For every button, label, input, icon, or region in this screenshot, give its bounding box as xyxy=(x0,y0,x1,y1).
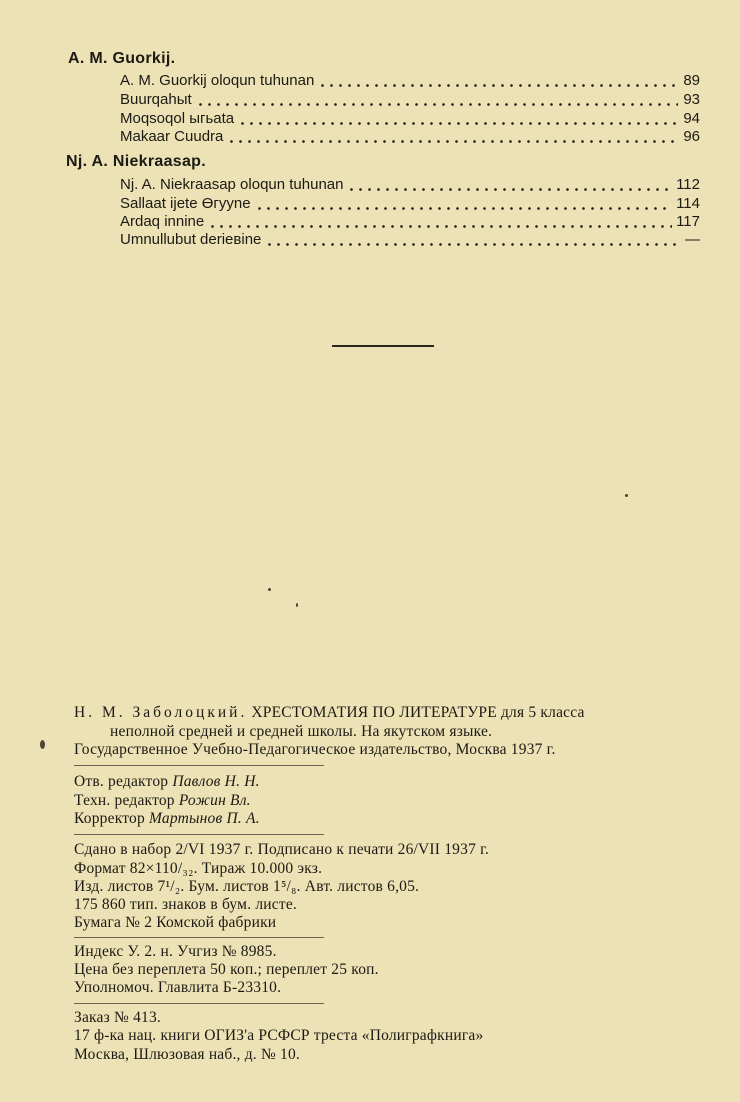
toc-entry-title: Makaar Cuudra xyxy=(120,128,224,145)
print-data-line: Формат 82×110/₃₂. Тираж 10.000 экз. xyxy=(74,860,323,877)
paper-speck xyxy=(268,588,271,591)
toc-dot-leader xyxy=(318,71,678,90)
index-data-line: Цена без переплета 50 коп.; переплет 25 коп. xyxy=(74,961,379,978)
imprint-separator xyxy=(74,937,324,938)
toc-entry-title: Umnullubut derieвine xyxy=(120,231,262,248)
index-data-line: Индекс У. 2. н. Учгиз № 8985. xyxy=(74,943,277,960)
imprint-separator xyxy=(74,765,324,766)
toc-entry-page: 93 xyxy=(683,91,700,108)
editor-name: Мартынов П. А. xyxy=(148,810,260,827)
editor-role: Корректор xyxy=(74,810,145,827)
toc-dot-leader xyxy=(265,230,678,249)
paper-speck xyxy=(625,494,628,497)
editor-role: Отв. редактор xyxy=(74,773,169,790)
toc-section-author: A. M. Guorkij. xyxy=(68,50,176,67)
toc-section-author: Nj. A. Niekraasap. xyxy=(66,153,206,170)
imprint-separator xyxy=(74,1003,324,1004)
toc-entry xyxy=(120,194,700,213)
editor-line xyxy=(74,791,251,810)
toc-entry-page: — xyxy=(685,231,700,248)
imprint-book-title: ХРЕСТОМАТИЯ ПО ЛИТЕРАТУРЕ для 5 класса xyxy=(251,704,585,721)
imprint-author: Н. М. Заболоцкий. xyxy=(74,704,248,721)
toc-entry-page: 112 xyxy=(676,176,700,193)
toc-dot-leader xyxy=(196,90,678,109)
imprint-title-line xyxy=(74,703,585,722)
editor-role: Техн. редактор xyxy=(74,792,175,809)
toc-dot-leader xyxy=(238,109,678,128)
editor-name: Павлов Н. Н. xyxy=(172,773,260,790)
order-data-line: Заказ № 413. xyxy=(74,1009,162,1026)
toc-dot-leader xyxy=(208,212,672,231)
print-data-line: Бумага № 2 Комской фабрики xyxy=(74,914,277,931)
toc-entry xyxy=(120,230,700,249)
imprint-separator xyxy=(74,834,324,835)
toc-entry xyxy=(120,175,700,194)
toc-entry-page: 117 xyxy=(676,213,700,230)
editor-line xyxy=(74,772,260,791)
toc-entry xyxy=(120,212,700,231)
toc-entry-title: Sallaat ijete Өгyyne xyxy=(120,195,251,212)
toc-entry-title: A. M. Guorkij oloqun tuhunan xyxy=(120,72,315,89)
imprint-subtitle: неполной средней и средней школы. На якутском языке. xyxy=(110,723,493,740)
index-data-line: Уполномоч. Главлита Б-23310. xyxy=(74,979,282,996)
print-data-line: 175 860 тип. знаков в бум. листе. xyxy=(74,896,297,913)
toc-entry xyxy=(120,71,700,90)
paper-speck xyxy=(296,603,298,607)
paper-speck xyxy=(40,740,45,749)
toc-dot-leader xyxy=(347,175,672,194)
editor-line xyxy=(74,809,260,828)
toc-entry-title: Buurqahыt xyxy=(120,91,192,108)
toc-dot-leader xyxy=(255,194,673,213)
toc-entry xyxy=(120,127,700,146)
imprint-publisher: Государственное Учебно-Педагогическое издательство, Москва 1937 г. xyxy=(74,741,556,758)
editor-name: Рожин Вл. xyxy=(178,792,251,809)
toc-entry-page: 96 xyxy=(683,128,700,145)
section-divider xyxy=(332,345,434,347)
toc-entry-title: Ardaq innine xyxy=(120,213,205,230)
print-data-line: Сдано в набор 2/VI 1937 г. Подписано к печати 26/VII 1937 г. xyxy=(74,841,489,858)
toc-entry-page: 89 xyxy=(683,72,700,89)
print-data-line: Изд. листов 7¹/₂. Бум. листов 1⁵/₈. Авт. листов 6,05. xyxy=(74,878,420,895)
order-data-line: 17 ф-ка нац. книги ОГИЗ'а РСФСР треста «Полиграфкнига» xyxy=(74,1027,484,1044)
toc-entry-title: Nj. A. Niekraasap oloqun tuhunan xyxy=(120,176,344,193)
toc-entry xyxy=(120,109,700,128)
order-data-line: Москва, Шлюзовая наб., д. № 10. xyxy=(74,1046,300,1063)
toc-entry xyxy=(120,90,700,109)
toc-entry-title: Moqsoqol ыгьata xyxy=(120,110,235,127)
toc-dot-leader xyxy=(227,127,678,146)
toc-entry-page: 94 xyxy=(683,110,700,127)
toc-entry-page: 114 xyxy=(676,195,700,212)
